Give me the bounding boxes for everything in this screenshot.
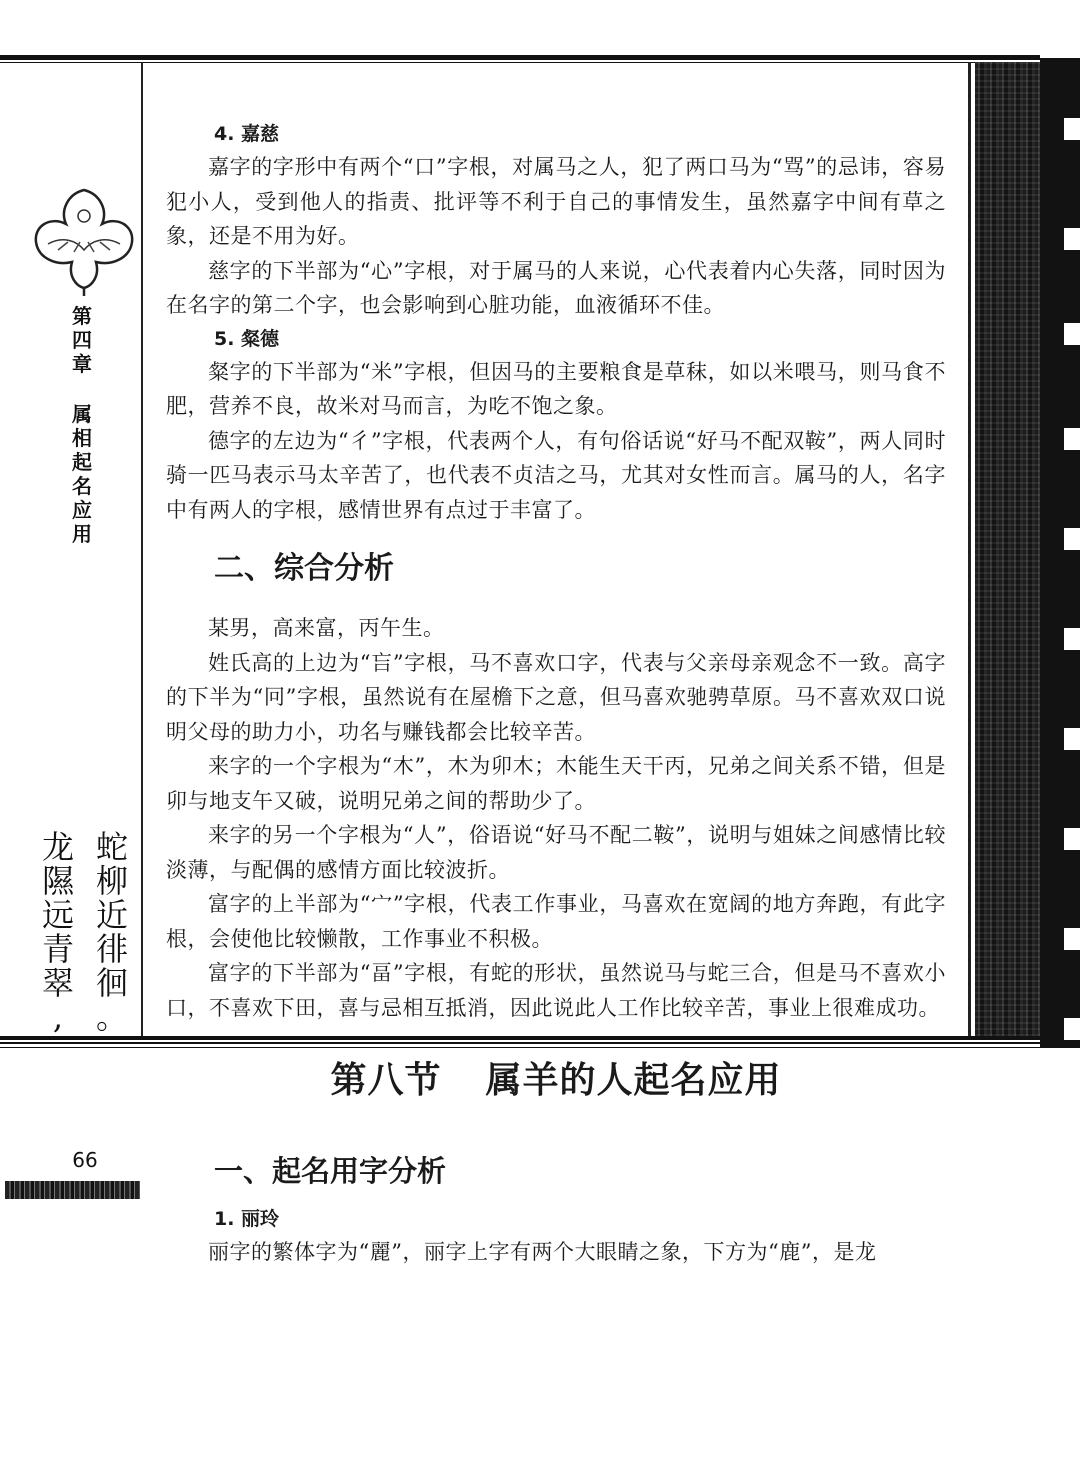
chapter-title-char: 属 — [72, 402, 92, 426]
chapter-margin-label — [62, 304, 102, 546]
poem-char: 隰 — [41, 862, 74, 900]
page-number-bar — [5, 1181, 140, 1199]
chapter-title: 属羊的人起名应用 — [485, 1060, 782, 1101]
poem-char: , — [52, 998, 64, 1036]
poem-char: 青 — [41, 930, 74, 968]
poem-char: 徘 — [95, 930, 128, 968]
chapter-label-char: 章 — [72, 352, 92, 376]
body-paragraph: 来字的另一个字根为“人”，俗语说“好马不配二鞍”，说明与姐妹之间感情比较淡薄，与配偶的感情方面比较波折。 — [166, 823, 946, 882]
chapter-title-char: 应 — [72, 498, 92, 522]
chapter-number: 第八节 — [330, 1060, 442, 1101]
poem-char: 。 — [95, 998, 128, 1036]
poem-char: 徊 — [95, 964, 128, 1002]
item-heading: 5. 粲德 — [214, 327, 280, 350]
top-rule — [0, 55, 1040, 60]
chapter-title-char: 起 — [72, 450, 92, 474]
poem-char: 近 — [95, 896, 128, 934]
body-paragraph: 嘉字的字形中有两个“口”字根，对属马之人，犯了两口马为“骂”的忌讳，容易犯小人，受到他人的指责、批评等不利于自己的事情发生，虽然嘉字中间有草之象，还是不用为好。 — [166, 155, 946, 248]
body-paragraph: 姓氏高的上边为“吂”字根，马不喜欢口字，代表与父亲母亲观念不一致。高字的下半为“冋”字根，虽然说有在屋檐下之意，但马喜欢驰骋草原。马不喜欢双口说明父母的助力小，功名与赚钱都会比较辛苦。 — [166, 650, 946, 744]
body-paragraph: 慈字的下半部为“心”字根，对于属马的人来说，心代表着内心失落，同时因为在名字的第二个字，也会影响到心脏功能，血液循环不佳。 — [166, 258, 946, 317]
poem-char: 翠 — [41, 964, 74, 1002]
chapter-label-char: 四 — [72, 328, 92, 352]
chapter-title-char: 名 — [72, 474, 92, 498]
chapter-heading — [166, 1055, 946, 1107]
poem-char: 龙 — [41, 828, 74, 866]
top-rule-thin — [0, 62, 1040, 63]
chapter-label-char: 第 — [72, 304, 92, 328]
item-heading: 4. 嘉慈 — [214, 123, 280, 145]
poem-char: 柳 — [95, 862, 128, 900]
poem-char: 远 — [41, 896, 74, 934]
leaf-ornament-icon — [28, 180, 140, 298]
film-strip-edge — [1040, 58, 1080, 1048]
body-paragraph: 富字的下半部为“畐”字根，有蛇的形状，虽然说马与蛇三合，但是马不喜欢小口，不喜欢下田，喜与忌相互抵消，因此说此人工作比较辛苦，事业上很难成功。 — [166, 961, 946, 1020]
body-paragraph: 德字的左边为“彳”字根，代表两个人，有句俗话说“好马不配双鞍”，两人同时骑一匹马表示马太辛苦了，也代表不贞洁之马，尤其对女性而言。属马的人，名字中有两人的字根，感情世界有点过于丰富了。 — [166, 428, 946, 522]
poem-char: 蛇 — [95, 828, 128, 866]
body-paragraph: 富字的上半部为“宀”字根，代表工作事业，马喜欢在宽阔的地方奔跑，有此字根，会使他比较懒散，工作事业不积极。 — [166, 892, 946, 951]
body-paragraph: 来字的一个字根为“木”，木为卯木；木能生天干丙，兄弟之间关系不错，但是卯与地支午又破，说明兄弟之间的帮助少了。 — [166, 754, 946, 813]
margin-divider — [141, 62, 143, 1036]
section-title: 一、起名用字分析 — [214, 1154, 447, 1188]
scanned-spine-strip — [975, 62, 1040, 1036]
right-divider — [968, 62, 971, 1036]
chapter-title-char: 相 — [72, 426, 92, 450]
item-heading: 1. 丽玲 — [214, 1208, 280, 1230]
margin-poem-line-2 — [36, 830, 80, 1034]
page-body — [166, 118, 946, 1270]
section-title: 二、综合分析 — [214, 551, 394, 586]
body-paragraph: 丽字的繁体字为“麗”，丽字上字有两个大眼睛之象，下方为“鹿”，是龙 — [208, 1240, 877, 1264]
page-number: 66 — [72, 1148, 98, 1172]
body-paragraph: 粲字的下半部为“米”字根，但因马的主要粮食是草秣，如以米喂马，则马食不肥，营养不良，故米对马而言，为吃不饱之象。 — [166, 359, 946, 418]
chapter-title-char: 用 — [72, 522, 92, 546]
margin-poem-line-1 — [90, 830, 134, 1034]
body-paragraph: 某男，高来富，丙午生。 — [208, 616, 445, 640]
